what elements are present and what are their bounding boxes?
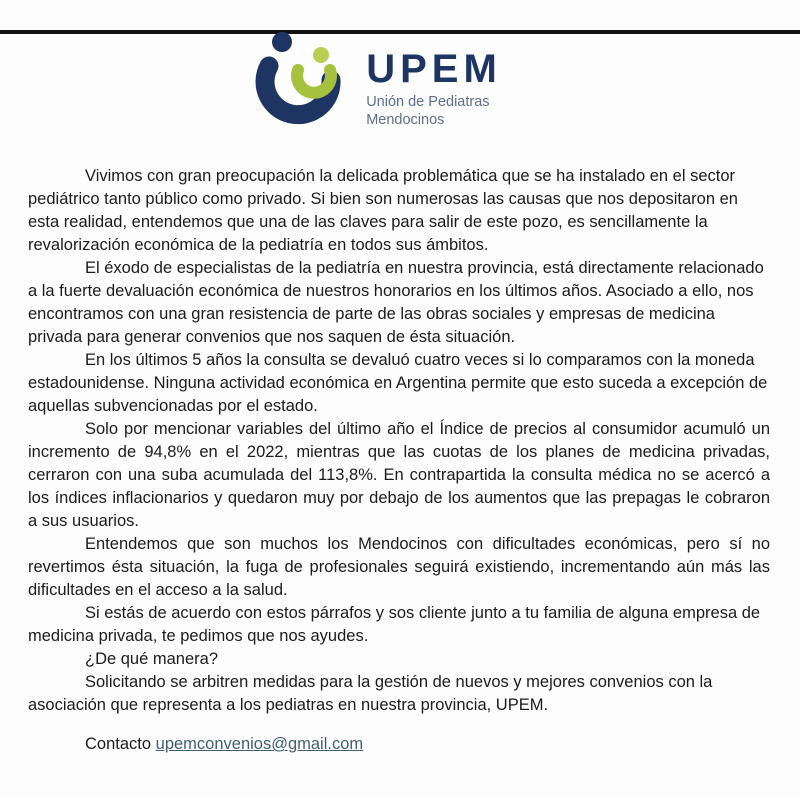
logo-subtitle xyxy=(366,93,502,129)
logo-navy-head xyxy=(272,32,292,52)
paragraph-solicitud: Solicitando se arbitren medidas para la gestión de nuevos y mejores convenios con la asociación que representa a los pediatras en nuestra provincia, UPEM. xyxy=(28,673,713,714)
contact-line xyxy=(0,733,800,756)
logo-green-arc xyxy=(297,70,331,93)
contact-email-link[interactable]: upemconvenios@gmail.com xyxy=(155,735,364,753)
letter-body xyxy=(0,165,800,717)
upem-logo-icon xyxy=(254,30,354,125)
logo-subtitle-line2: Mendocinos xyxy=(366,112,445,128)
paragraph-indices: Solo por mencionar variables del último año el Índice de precios al consumidor acumuló un incremento de 94,8% en el 2022, mientras que las cuotas de los planes de medicina privadas, cerraron con una suba acumulada del 113,8%. En contrapartida la consulta médica no se acercó a los índices inflacionarios y quedaron muy por debajo de los aumentos que las prepagas le cobraron a sus usuarios. xyxy=(28,420,770,530)
logo-acronym: UPEM xyxy=(366,47,502,91)
upem-logo xyxy=(0,30,778,129)
logo-text xyxy=(366,48,502,129)
paragraph-pregunta: ¿De qué manera? xyxy=(85,650,218,668)
contact-label: Contacto xyxy=(85,735,152,753)
paragraph-exodo: El éxodo de especialistas de la pediatría en nuestra provincia, está directamente relacionado a la fuerte devaluación económica de nuestros honorarios en los últimos años. Asociado a ello, nos encontramos con una gran resistencia de parte de las obras sociales y empresas de medicina privada para generar convenios que nos saquen de ésta situación. xyxy=(28,259,764,346)
paragraph-dificultades: Entendemos que son muchos los Mendocinos con dificultades económicas, pero sí no revertimos ésta situación, la fuga de profesionales seguirá existiendo, incrementando aún más las dificultades en el acceso a la salud. xyxy=(28,535,770,599)
paragraph-intro: Vivimos con gran preocupación la delicada problemática que se ha instalado en el sector pediátrico tanto público como privado. Si bien son numerosas las causas que nos depositaron en esta realidad, entendemos que una de las claves para salir de este pozo, es sencillamente la revalorización económica de la pediatría en todos sus ámbitos. xyxy=(28,167,738,254)
paragraph-pedido: Si estás de acuerdo con estos párrafos y sos cliente junto a tu familia de alguna empresa de medicina privada, te pedimos que nos ayudes. xyxy=(28,604,761,645)
logo-subtitle-line1: Unión de Pediatras xyxy=(366,94,490,110)
logo-green-head xyxy=(313,47,329,63)
paragraph-devaluacion: En los últimos 5 años la consulta se devaluó cuatro veces si lo comparamos con la moneda estadounidense. Ninguna actividad económica en Argentina permite que esto suceda a excepción de aquellas subvencionadas por el estado. xyxy=(28,351,768,415)
